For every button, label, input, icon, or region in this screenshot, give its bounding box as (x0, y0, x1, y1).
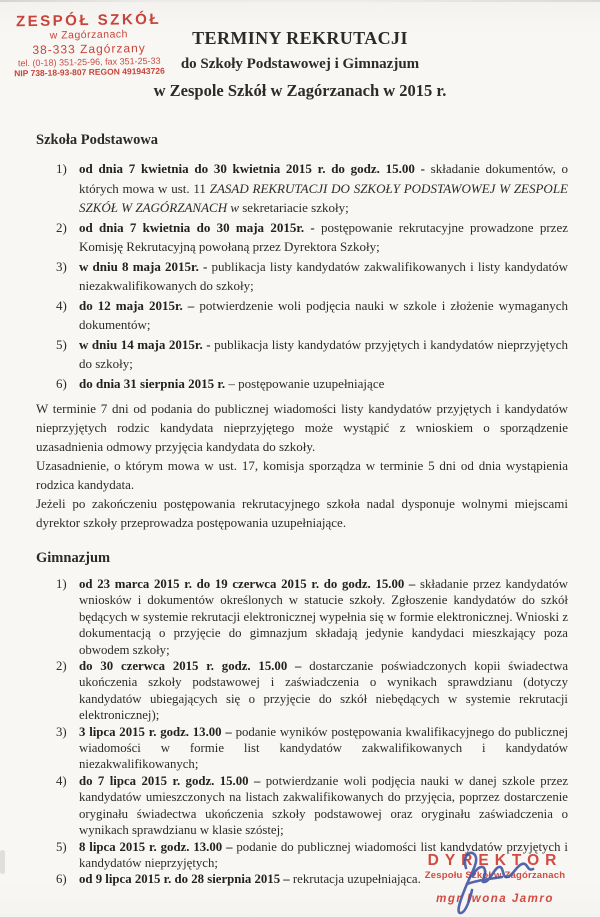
school-name: ZESPÓŁ SZKÓŁ (15, 10, 162, 31)
list-item (36, 257, 568, 296)
item-number: 3) (56, 724, 67, 739)
item-number: 4) (56, 773, 67, 788)
list-item (36, 724, 568, 773)
list-item (36, 658, 568, 724)
school-phone-fax: tel. (0-18) 351-25-96, fax 351-25-33 (17, 55, 161, 69)
list-item (36, 576, 568, 658)
list-item (36, 335, 568, 374)
item-number: 5) (56, 336, 67, 352)
item-text: 3 lipca 2015 r. godz. 13.00 – podanie wyników postępowania kwalifikacyjnego do publicznej wiadomości w formie list kandydatów zakwalifikowanych i kandydatów niezakwalifikowanych; (79, 724, 568, 772)
title-line-2: do Szkoły Podstawowej i Gimnazjum (180, 56, 420, 72)
document-body (0, 130, 600, 888)
list-item (36, 374, 568, 394)
item-text: od 9 lipca 2015 r. do 28 sierpnia 2015 – rekrutacja uzupełniająca. (79, 872, 421, 887)
section-heading-primary-school: Szkoła Podstawowa (36, 132, 159, 148)
school-nip-regon: NIP 738-18-93-807 REGON 491943726 (14, 65, 165, 79)
list-item (36, 773, 568, 839)
section-heading-gimnazjum: Gimnazjum (36, 550, 111, 566)
item-text: do 12 maja 2015r. – potwierdzenie woli podjęcia nauki w szkole i złożenie wymaganych dokumentów; (79, 297, 568, 332)
primary-school-schedule-list (36, 159, 568, 393)
list-item (36, 159, 568, 218)
director-school-name: Zespołu Szkół w Zagórzanach (424, 870, 566, 881)
item-number: 3) (56, 258, 67, 274)
title-line-3: w Zespole Szkół w Zagórzanach w 2015 r. (153, 81, 447, 100)
list-item (36, 218, 568, 257)
paragraph: Jeżeli po zakończeniu postępowania rekrutacyjnego szkoła nadal dysponuje wolnymi miejscami dyrektor szkoły przeprowadza postępowania uzupełniające. (36, 496, 568, 530)
item-text: w dniu 14 maja 2015r. - publikacja listy kandydatów przyjętych i kandydatów nieprzyjętych do szkoły; (79, 336, 568, 371)
appeal-procedure-paragraphs (36, 399, 568, 532)
title-line-1: TERMINY REKRUTACJI (192, 28, 408, 48)
school-postal-address: 38-333 Zagórzany (32, 40, 146, 57)
item-number: 2) (56, 659, 67, 674)
handwritten-signature (432, 846, 552, 916)
list-item (36, 296, 568, 335)
item-number: 4) (56, 297, 67, 313)
paragraph: W terminie 7 dni od podania do publicznej wiadomości listy kandydatów przyjętych i kandydatów nieprzyjętych rodzic kandydata nieprzyjętego może wystąpić z wnioskiem o sporządzenie uzasadnienia odmowy przyjęcia kandydata do szkoły. (36, 401, 568, 454)
item-text: 8 lipca 2015 r. godz. 13.00 – podanie do publicznej wiadomości list kandydatów przyjętych i kandydatów nieprzyjętych; (79, 839, 568, 870)
director-name: mgr Iwona Jamro (436, 893, 554, 905)
scan-smudge-artifact (0, 850, 5, 874)
item-text: do dnia 31 sierpnia 2015 r. – postępowanie uzupełniające (79, 375, 385, 391)
item-text: do 7 lipca 2015 r. godz. 15.00 – potwierdzanie woli podjęcia nauki w danej szkole przez kandydatów umieszczonych na listach zakwalifikowanych do przyjęcia, poprzez dostarczenie oryginału świadectwa ukończenia szkoły podstawowej oraz oryginału zaświadczenia o wynikach sprawdzianu w klasie szóstej; (79, 773, 568, 838)
item-text: do 30 czerwca 2015 r. godz. 15.00 – dostarczanie poświadczonych kopii świadectwa ukończenia szkoły podstawowej i zaświadczenia o wynikach sprawdzianu (dotyczy kandydatów ubiegających się o przyjęcie do szkół niebędących w systemie rekrutacji elektronicznej); (79, 659, 569, 723)
school-address-stamp (3, 12, 174, 80)
item-text: w dniu 8 maja 2015r. - publikacja listy kandydatów zakwalifikowanych i listy kandydatów niezakwalifikowanych do szkoły; (79, 258, 568, 293)
item-number: 5) (56, 839, 67, 854)
item-number: 2) (56, 219, 67, 235)
paragraph: Uzasadnienie, o którym mowa w ust. 17, komisja sporządza w terminie 5 dni od dnia wystąpienia rodzica kandydata. (36, 458, 568, 492)
item-number: 6) (56, 375, 67, 391)
gimnazjum-schedule-list (36, 576, 568, 888)
item-number: 6) (56, 872, 67, 887)
item-text: od 23 marca 2015 r. do 19 czerwca 2015 r. do godz. 15.00 – składanie przez kandydatów wniosków i dokumentów określonych w statucie szkoły. Zgłoszenie kandydatów do szkół będących w systemie rekrutacji elektronicznej wypełnia się w formie elektronicznej. Wnioski z dokumentacją o przyjęcie do gimnazjum składają jedynie kandydaci mieszkający poza obwodem szkoły; (79, 577, 568, 657)
item-number: 1) (56, 577, 67, 591)
scan-edge-artifact (0, 0, 600, 2)
director-title: DYREKTOR (427, 852, 563, 869)
school-locality: w Zagórzanach (49, 28, 129, 42)
item-text: od dnia 7 kwietnia do 30 maja 2015r. - postępowanie rekrutacyjne prowadzone przez Komisję Rekrutacyjną powołaną przez Dyrektora Szkoły; (79, 219, 568, 254)
item-number: 1) (56, 161, 67, 176)
item-text: od dnia 7 kwietnia do 30 kwietnia 2015 r. do godz. 15.00 - składanie dokumentów, o których mowa w ust. 11 ZASAD REKRUTACJI DO SZKOŁY PODSTAWOWEJ W ZESPOLE SZKÓŁ W ZAGÓRZANACH w sekretariacie szkoły; (79, 161, 568, 215)
